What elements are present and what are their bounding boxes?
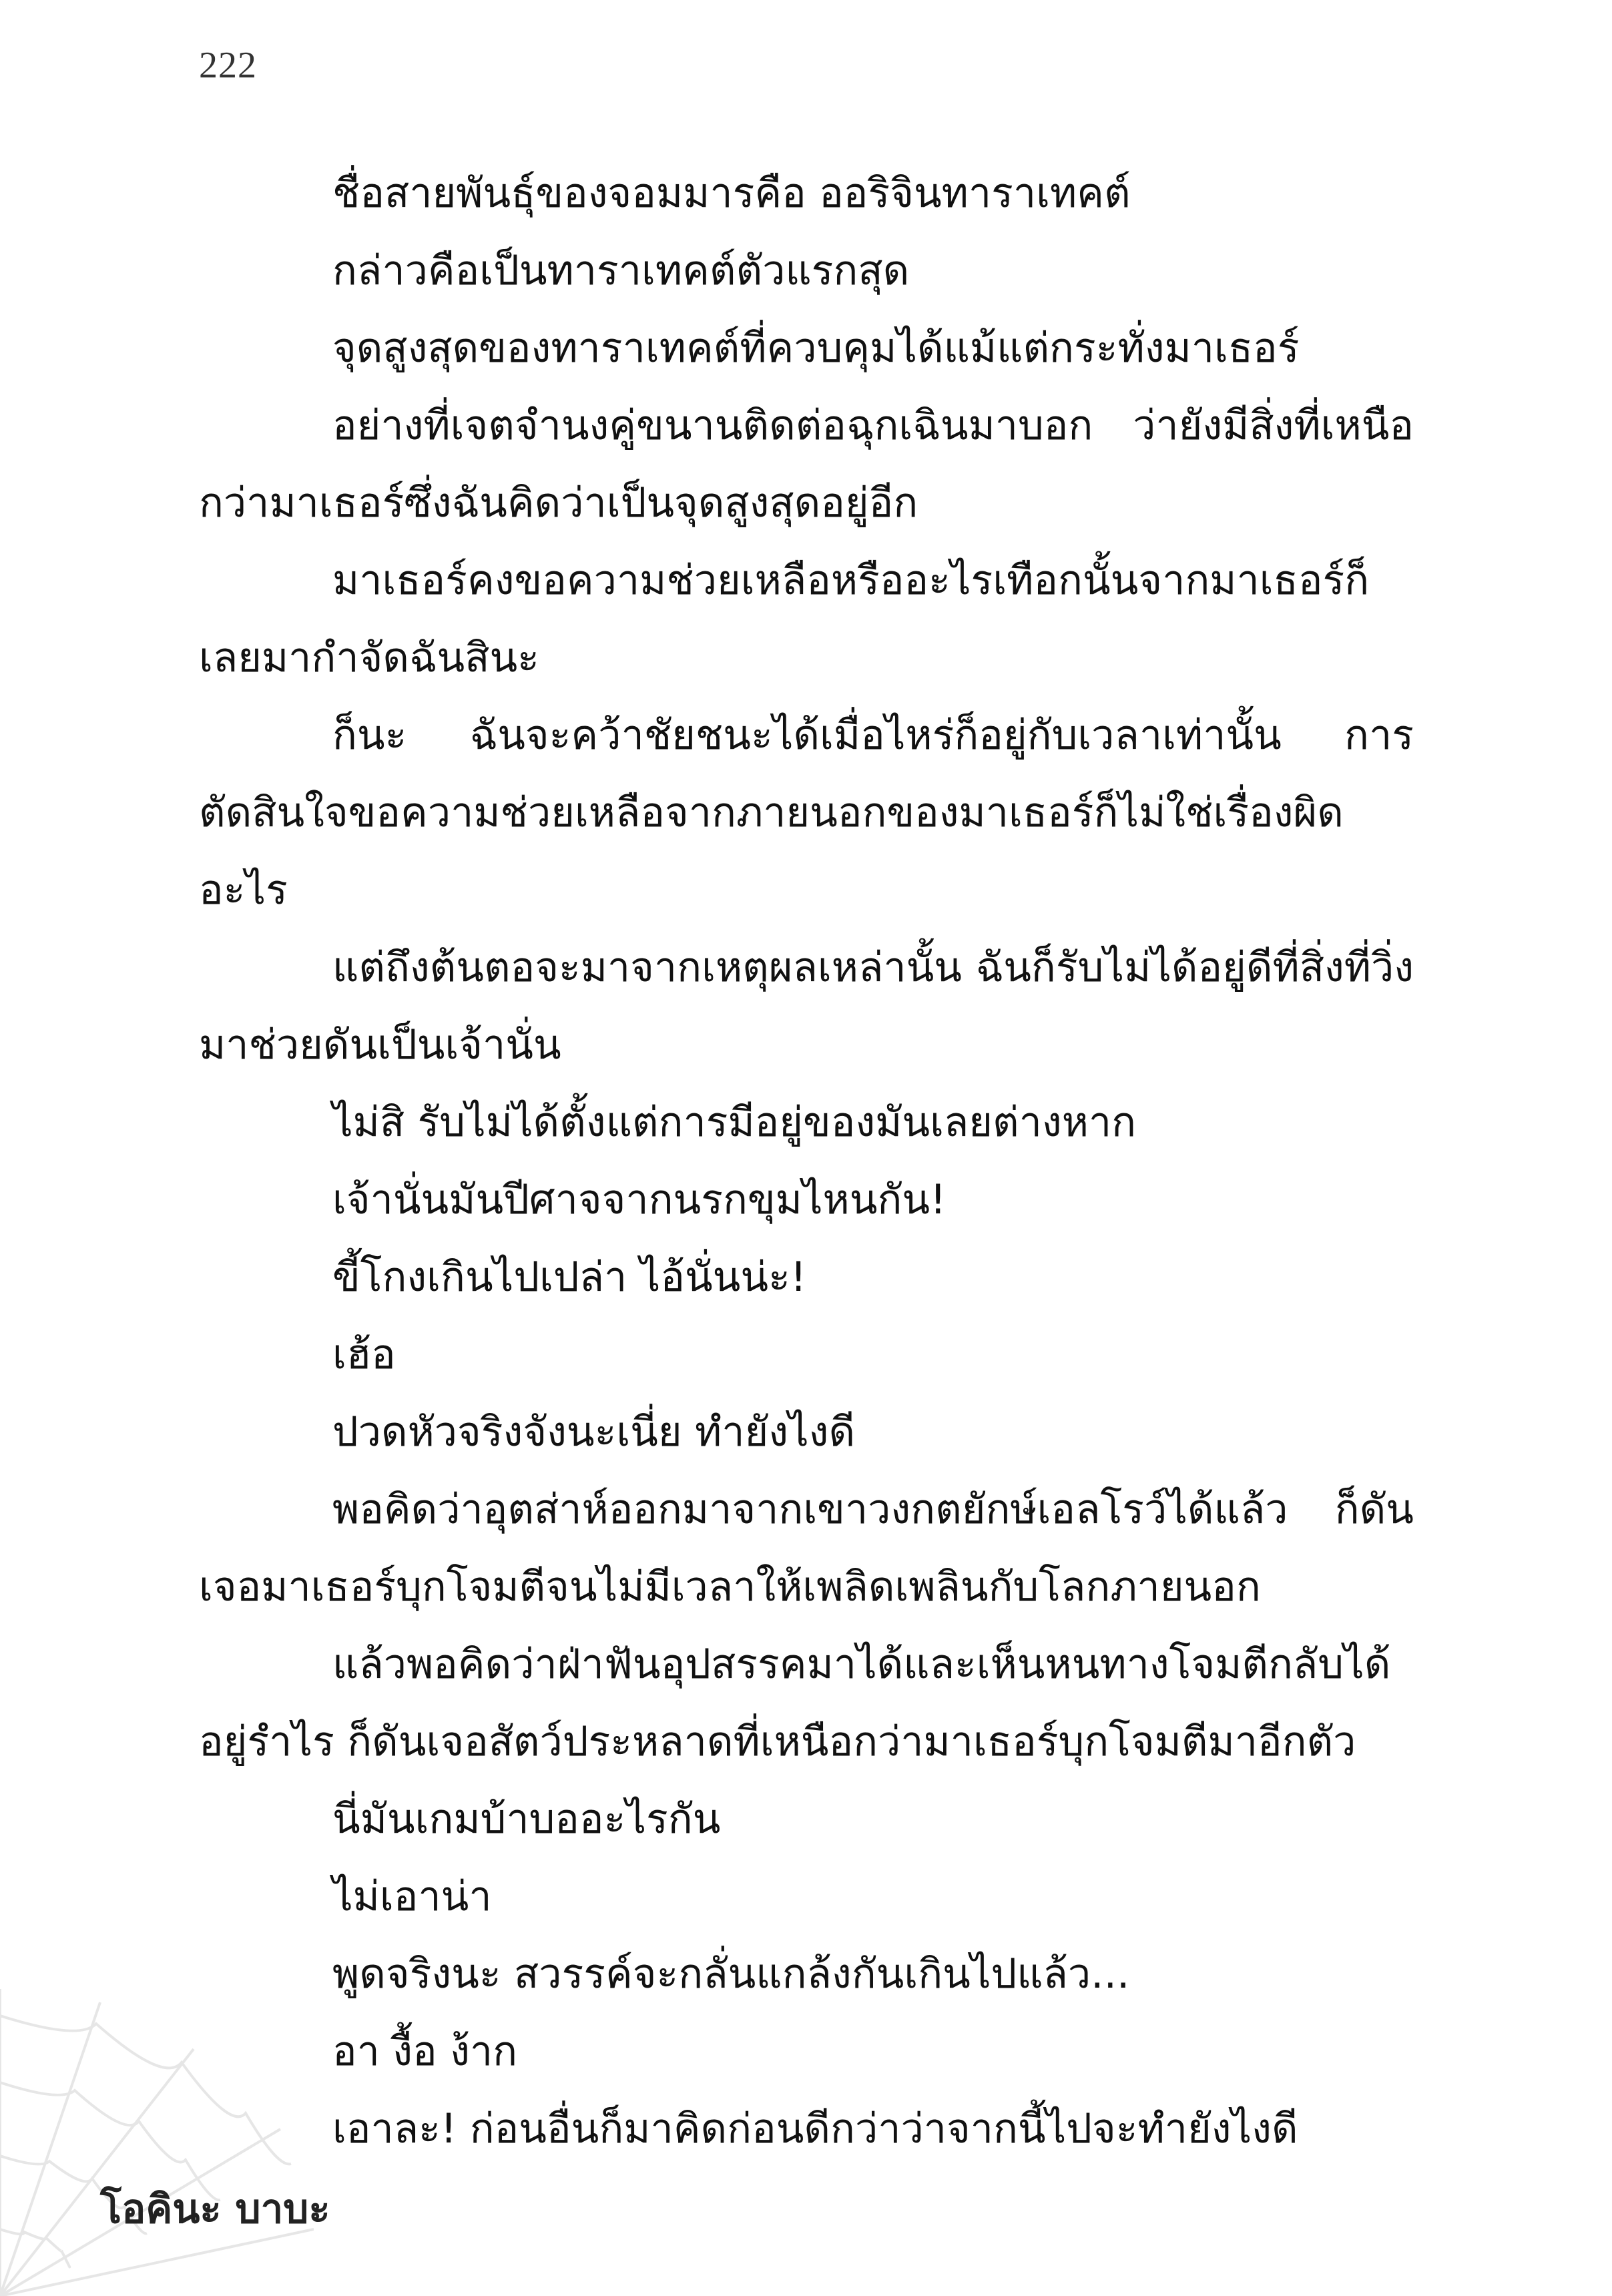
paragraph: อา งื้อ ง้าก [332,2028,518,2075]
paragraph: เฮ้อ [332,1331,396,1378]
paragraph: เจ้านั่นมันปีศาจจากนรกขุมไหนกัน! [332,1176,947,1223]
paragraph: แต่ถึงต้นตอจะมาจากเหตุผลเหล่านั้น ฉันก็รับไม่ได้อยู่ดีที่สิ่งที่วิ่งมาช่วยดันเป็นเจ้านั่น [199,944,1414,1069]
book-title-footer: โอคินะ บาบะ [100,2186,330,2233]
paragraph: ไม่เอาน่า [332,1873,492,1920]
paragraph: ไม่สิ รับไม่ได้ตั้งแต่การมีอยู่ของมันเลยต่างหาก [332,1099,1137,1146]
paragraph: นี่มันเกมบ้าบออะไรกัน [332,1795,721,1843]
paragraph: พอคิดว่าอุตส่าห์ออกมาจากเขาวงกตยักษ์เอลโรว์ได้แล้ว ก็ดันเจอมาเธอร์บุกโจมตีจนไม่มีเวลาให้เพลิดเพลินกับโลกภายนอก [199,1486,1414,1611]
page-number: 222 [199,45,257,86]
spider-web-decoration [0,1989,314,2296]
paragraph: ชื่อสายพันธุ์ของจอมมารคือ ออริจินทาราเทคต์ [332,170,1131,217]
paragraph: ขี้โกงเกินไปเปล่า ไอ้นั่นน่ะ! [332,1253,807,1301]
paragraph: จุดสูงสุดของทาราเทคต์ที่ควบคุมได้แม้แต่กระทั่งมาเธอร์ [332,324,1300,372]
paragraph: ปวดหัวจริงจังนะเนี่ย ทำยังไงดี [332,1408,856,1456]
paragraph: พูดจริงนะ สวรรค์จะกลั่นแกล้งกันเกินไปแล้ว... [332,1950,1130,1998]
paragraph: มาเธอร์คงขอความช่วยเหลือหรืออะไรเทือกนั้นจากมาเธอร์ก็เลยมากำจัดฉันสินะ [199,557,1370,681]
paragraph: กล่าวคือเป็นทาราเทคต์ตัวแรกสุด [332,247,910,294]
paragraph: ก็นะ ฉันจะคว้าชัยชนะได้เมื่อไหร่ก็อยู่กับเวลาเท่านั้น การตัดสินใจขอความช่วยเหลือจากภายนอกของมาเธอร์ก็ไม่ใช่เรื่องผิดอะไร [199,711,1414,914]
body-text [199,155,1414,2168]
paragraph: อย่างที่เจตจำนงคู่ขนานติดต่อฉุกเฉินมาบอก ว่ายังมีสิ่งที่เหนือกว่ามาเธอร์ซึ่งฉันคิดว่าเป็นจุดสูงสุดอยู่อีก [199,402,1414,527]
paragraph: เอาละ! ก่อนอื่นก็มาคิดก่อนดีกว่าว่าจากนี้ไปจะทำยังไงดี [332,2105,1298,2152]
paragraph: แล้วพอคิดว่าฝ่าฟันอุปสรรคมาได้และเห็นหนทางโจมตีกลับได้อยู่รำไร ก็ดันเจอสัตว์ประหลาดที่เหนือกว่ามาเธอร์บุกโจมตีมาอีกตัว [199,1641,1391,1765]
